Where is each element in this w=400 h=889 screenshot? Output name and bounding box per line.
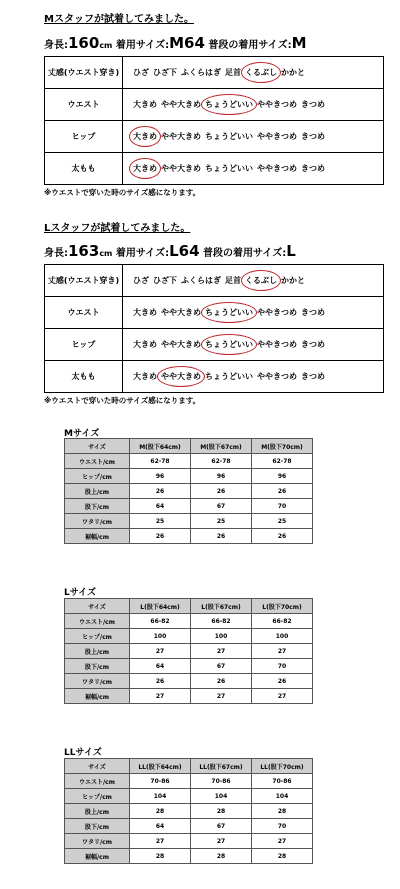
size-row-label: 股下/cm — [65, 819, 130, 834]
fit-option: ふくらはぎ — [181, 68, 221, 77]
size-cell: 100 — [130, 629, 191, 644]
fit-option: 足首 — [225, 68, 241, 77]
fit-row — [45, 297, 384, 329]
size-cell: 26 — [252, 674, 313, 689]
size-row — [65, 834, 313, 849]
size-row-label: 股下/cm — [65, 659, 130, 674]
size-row — [65, 819, 313, 834]
size-row — [65, 614, 313, 629]
size-cell: 70 — [252, 499, 313, 514]
fit-row — [45, 265, 384, 297]
fit-options — [123, 329, 384, 361]
size-cell: 27 — [130, 689, 191, 704]
fit-option: ややきつめ — [257, 372, 297, 381]
fit-options — [123, 121, 384, 153]
size-row-label: ヒップ/cm — [65, 629, 130, 644]
size-row-label: ワタリ/cm — [65, 514, 130, 529]
fit-row — [45, 361, 384, 393]
fit-option-selected: やや大きめ — [161, 372, 201, 381]
size-table-ll — [64, 758, 313, 864]
fit-option: きつめ — [301, 372, 325, 381]
fit-row-label: 丈感(ウエスト穿き) — [45, 265, 123, 297]
size-cell: 67 — [191, 819, 252, 834]
size-cell: 27 — [191, 689, 252, 704]
fit-option: かかと — [281, 276, 305, 285]
fit-row-label: 太もも — [45, 153, 123, 185]
fit-option: ややきつめ — [257, 132, 297, 141]
size-cell: 26 — [130, 484, 191, 499]
staff-stats-m — [44, 34, 307, 52]
fit-option: きつめ — [301, 308, 325, 317]
wear-size-value: L64 — [169, 242, 200, 260]
fit-option: やや大きめ — [161, 308, 201, 317]
size-cell: 27 — [252, 689, 313, 704]
fit-option: ちょうどいい — [205, 132, 253, 141]
size-row — [65, 689, 313, 704]
height-label: 身長: — [44, 40, 68, 51]
size-cell: 96 — [130, 469, 191, 484]
fit-option: ふくらはぎ — [181, 276, 221, 285]
size-row-label: 股上/cm — [65, 644, 130, 659]
fit-option: やや大きめ — [161, 164, 201, 173]
usual-size-value: M — [291, 34, 307, 52]
size-cell: 26 — [130, 674, 191, 689]
fit-option-selected: ちょうどいい — [205, 340, 253, 349]
fit-option: きつめ — [301, 340, 325, 349]
size-title-l: Lサイズ — [64, 588, 97, 598]
size-row-label: ヒップ/cm — [65, 789, 130, 804]
size-cell: 62-78 — [130, 454, 191, 469]
fit-option: ひざ下 — [153, 276, 177, 285]
size-cell: 104 — [130, 789, 191, 804]
size-row-label: ウエスト/cm — [65, 614, 130, 629]
wear-size-label: 着用サイズ: — [115, 248, 170, 259]
size-row-label: 股上/cm — [65, 484, 130, 499]
size-row-label: ワタリ/cm — [65, 834, 130, 849]
fit-row-label: 丈感(ウエスト穿き) — [45, 57, 123, 89]
size-cell: 62-78 — [252, 454, 313, 469]
size-cell: 66-82 — [130, 614, 191, 629]
height-value: 160 — [68, 34, 100, 52]
fit-row — [45, 153, 384, 185]
size-cell: 25 — [191, 514, 252, 529]
size-header-cell: L(股下67cm) — [191, 599, 252, 614]
size-cell: 100 — [252, 629, 313, 644]
size-cell: 27 — [191, 834, 252, 849]
fit-row-label: 太もも — [45, 361, 123, 393]
size-cell: 25 — [130, 514, 191, 529]
size-header-cell: LL(股下64cm) — [130, 759, 191, 774]
size-cell: 70-86 — [130, 774, 191, 789]
size-table-m — [64, 438, 313, 544]
fit-table-m — [44, 56, 384, 185]
size-row-label: 裾幅/cm — [65, 849, 130, 864]
size-row — [65, 629, 313, 644]
fit-option: ちょうどいい — [205, 164, 253, 173]
fit-option: きつめ — [301, 100, 325, 109]
fit-option-selected: くるぶし — [245, 68, 277, 77]
size-cell: 64 — [130, 499, 191, 514]
fit-option: ひざ — [133, 68, 149, 77]
size-title-m: Mサイズ — [64, 429, 100, 439]
size-cell: 27 — [252, 834, 313, 849]
size-cell: 26 — [252, 484, 313, 499]
fit-option: 大きめ — [133, 340, 157, 349]
size-row — [65, 454, 313, 469]
fit-row-label: ウエスト — [45, 89, 123, 121]
fit-row — [45, 57, 384, 89]
size-row — [65, 789, 313, 804]
size-row — [65, 659, 313, 674]
fit-option: 大きめ — [133, 100, 157, 109]
size-row-label: 裾幅/cm — [65, 529, 130, 544]
size-header-cell: M(股下67cm) — [191, 439, 252, 454]
size-row-label: 股下/cm — [65, 499, 130, 514]
staff-title-l: Lスタッフが試着してみました。 — [44, 223, 191, 234]
size-header-cell: サイズ — [65, 759, 130, 774]
fit-option: やや大きめ — [161, 132, 201, 141]
fit-row — [45, 121, 384, 153]
size-cell: 70-86 — [252, 774, 313, 789]
fit-row-label: ヒップ — [45, 121, 123, 153]
height-unit: cm — [99, 249, 113, 258]
size-header-row — [65, 759, 313, 774]
size-row — [65, 849, 313, 864]
size-header-cell: M(股下70cm) — [252, 439, 313, 454]
fit-option: ちょうどいい — [205, 372, 253, 381]
size-cell: 28 — [130, 804, 191, 819]
fit-note-m: ※ウエストで穿いた時のサイズ感になります。 — [44, 188, 201, 197]
size-cell: 66-82 — [252, 614, 313, 629]
fit-row-label: ウエスト — [45, 297, 123, 329]
size-cell: 25 — [252, 514, 313, 529]
fit-row — [45, 329, 384, 361]
size-header-cell: LL(股下67cm) — [191, 759, 252, 774]
size-cell: 26 — [191, 484, 252, 499]
usual-size-value: L — [286, 242, 296, 260]
fit-option: ややきつめ — [257, 340, 297, 349]
size-cell: 67 — [191, 659, 252, 674]
size-cell: 70-86 — [191, 774, 252, 789]
fit-option: 大きめ — [133, 308, 157, 317]
size-cell: 62-78 — [191, 454, 252, 469]
size-cell: 27 — [130, 834, 191, 849]
fit-options — [123, 265, 384, 297]
size-header-cell: L(股下70cm) — [252, 599, 313, 614]
size-header-row — [65, 439, 313, 454]
size-cell: 26 — [130, 529, 191, 544]
size-row — [65, 529, 313, 544]
fit-options — [123, 57, 384, 89]
size-cell: 26 — [191, 674, 252, 689]
fit-option: やや大きめ — [161, 340, 201, 349]
size-row-label: 股上/cm — [65, 804, 130, 819]
size-row — [65, 674, 313, 689]
size-title-ll: LLサイズ — [64, 748, 102, 758]
fit-option: ややきつめ — [257, 164, 297, 173]
usual-size-label: 普段の着用サイズ: — [208, 40, 292, 51]
fit-options — [123, 153, 384, 185]
size-cell: 27 — [191, 644, 252, 659]
fit-option-selected: 大きめ — [133, 164, 157, 173]
fit-option: ややきつめ — [257, 308, 297, 317]
size-cell: 27 — [130, 644, 191, 659]
fit-option: ひざ — [133, 276, 149, 285]
size-header-cell: サイズ — [65, 599, 130, 614]
size-row — [65, 644, 313, 659]
size-cell: 70 — [252, 819, 313, 834]
size-row-label: ウエスト/cm — [65, 774, 130, 789]
size-row — [65, 469, 313, 484]
fit-note-l: ※ウエストで穿いた時のサイズ感になります。 — [44, 396, 201, 405]
fit-row-label: ヒップ — [45, 329, 123, 361]
size-cell: 27 — [252, 644, 313, 659]
fit-option: ひざ下 — [153, 68, 177, 77]
size-row-label: ウエスト/cm — [65, 454, 130, 469]
size-cell: 66-82 — [191, 614, 252, 629]
fit-option: 大きめ — [133, 372, 157, 381]
size-header-cell: LL(股下70cm) — [252, 759, 313, 774]
staff-title-m: Mスタッフが試着してみました。 — [44, 14, 194, 25]
size-cell: 70 — [252, 659, 313, 674]
size-header-row — [65, 599, 313, 614]
size-cell: 28 — [252, 804, 313, 819]
size-row — [65, 804, 313, 819]
wear-size-value: M64 — [169, 34, 205, 52]
fit-option: きつめ — [301, 164, 325, 173]
fit-options — [123, 89, 384, 121]
size-row-label: ワタリ/cm — [65, 674, 130, 689]
fit-option-selected: ちょうどいい — [205, 100, 253, 109]
size-header-cell: M(股下64cm) — [130, 439, 191, 454]
size-row — [65, 774, 313, 789]
size-cell: 100 — [191, 629, 252, 644]
size-cell: 28 — [191, 849, 252, 864]
size-row — [65, 514, 313, 529]
fit-table-l — [44, 264, 384, 393]
fit-option-selected: ちょうどいい — [205, 308, 253, 317]
size-cell: 104 — [191, 789, 252, 804]
fit-options — [123, 297, 384, 329]
size-cell: 104 — [252, 789, 313, 804]
size-row-label: 裾幅/cm — [65, 689, 130, 704]
size-cell: 28 — [252, 849, 313, 864]
size-cell: 96 — [252, 469, 313, 484]
size-header-cell: サイズ — [65, 439, 130, 454]
size-row — [65, 484, 313, 499]
staff-stats-l — [44, 242, 296, 260]
size-cell: 96 — [191, 469, 252, 484]
fit-options — [123, 361, 384, 393]
size-table-l — [64, 598, 313, 704]
fit-option: きつめ — [301, 132, 325, 141]
height-label: 身長: — [44, 248, 68, 259]
fit-option-selected: くるぶし — [245, 276, 277, 285]
size-cell: 26 — [191, 529, 252, 544]
height-unit: cm — [99, 41, 113, 50]
size-row-label: ヒップ/cm — [65, 469, 130, 484]
size-cell: 64 — [130, 659, 191, 674]
wear-size-label: 着用サイズ: — [115, 40, 170, 51]
fit-option: ややきつめ — [257, 100, 297, 109]
size-cell: 26 — [252, 529, 313, 544]
fit-option: 足首 — [225, 276, 241, 285]
fit-option: やや大きめ — [161, 100, 201, 109]
size-header-cell: L(股下64cm) — [130, 599, 191, 614]
size-row — [65, 499, 313, 514]
size-cell: 64 — [130, 819, 191, 834]
fit-option: かかと — [281, 68, 305, 77]
size-cell: 28 — [191, 804, 252, 819]
size-cell: 67 — [191, 499, 252, 514]
fit-row — [45, 89, 384, 121]
fit-option-selected: 大きめ — [133, 132, 157, 141]
size-cell: 28 — [130, 849, 191, 864]
usual-size-label: 普段の着用サイズ: — [203, 248, 287, 259]
height-value: 163 — [68, 242, 100, 260]
